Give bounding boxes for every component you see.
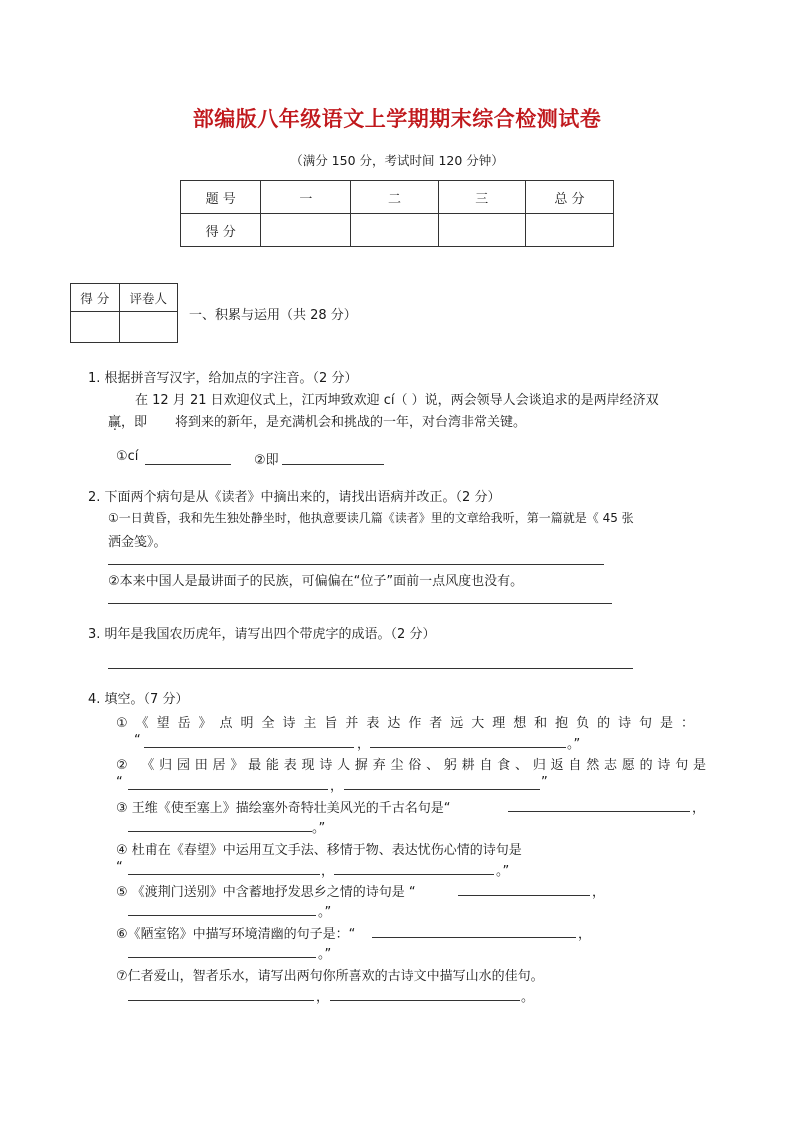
q4-item-1-end: 。” bbox=[567, 737, 581, 752]
q3-stem: 3. 明年是我国农历虎年，请写出四个带虎字的成语。（2 分） bbox=[88, 627, 436, 642]
score-cell-3[interactable] bbox=[438, 214, 525, 247]
page-subtitle: （满分 150 分，考试时间 120 分钟） bbox=[290, 153, 504, 168]
score-table-header-2: 二 bbox=[351, 181, 438, 214]
q4-item-2-blank-2[interactable] bbox=[344, 789, 540, 790]
q4-item-5-blank-1[interactable] bbox=[458, 895, 590, 896]
q3-answer-blank[interactable] bbox=[108, 668, 633, 669]
q4-item-4-blank-2[interactable] bbox=[334, 874, 494, 875]
q4-item-6-blank-1[interactable] bbox=[372, 937, 576, 938]
q4-item-1-quote-open: “ bbox=[134, 733, 141, 748]
score-cell-total[interactable] bbox=[525, 214, 613, 247]
q4-item-4: ④ 杜甫在《春望》中运用互文手法、移情于物、表达忧伤心情的诗句是 bbox=[116, 843, 522, 858]
q4-item-1-blank-2[interactable] bbox=[370, 747, 566, 748]
q4-item-1-blank-1[interactable] bbox=[144, 747, 354, 748]
page-title: 部编版八年级语文上学期期末综合检测试卷 bbox=[192, 106, 602, 131]
q4-item-6-comma: ， bbox=[578, 927, 592, 942]
q4-item-2: ② 《归园田居》最能表现诗人摒弃尘俗、躬耕自食、归返自然志愿的诗句是 bbox=[116, 758, 706, 773]
q4-item-2-blank-1[interactable] bbox=[128, 789, 328, 790]
q2-sentence-2: ②本来中国人是最讲面子的民族，可偏偏在“位子”面前一点风度也没有。 bbox=[108, 574, 524, 589]
score-table bbox=[180, 180, 614, 247]
q4-item-1-comma: ， bbox=[357, 737, 371, 752]
q1-line2 bbox=[108, 411, 526, 430]
q4-item-2-comma: ， bbox=[330, 779, 344, 794]
q1-line2-b: 将到来的新年，是充满机会和挑战的一年，对台湾非常关键。 bbox=[175, 415, 527, 430]
score-cell-1[interactable] bbox=[261, 214, 351, 247]
q4-item-3-blank-1[interactable] bbox=[508, 811, 690, 812]
q4-item-4-comma: ， bbox=[321, 864, 335, 879]
q4-item-7: ⑦仁者爱山，智者乐水，请写出两句你所喜欢的古诗文中描写山水的佳句。 bbox=[116, 969, 544, 984]
q1-stem: 1. 根据拼音写汉字，给加点的字注音。（2 分） bbox=[88, 371, 358, 386]
q4-item-2-end: ” bbox=[541, 775, 548, 790]
score-table-header-3: 三 bbox=[438, 181, 525, 214]
q4-item-6: ⑥《陋室铭》中描写环境清幽的句子是：“ bbox=[116, 927, 356, 942]
q2-sentence-1-line2: 洒金笺》。 bbox=[108, 535, 167, 550]
q4-item-7-comma: ， bbox=[316, 990, 330, 1005]
section-1-heading: 一、积累与运用（共 28 分） bbox=[189, 308, 357, 323]
score-table-header-total: 总 分 bbox=[525, 181, 613, 214]
q4-item-3-comma: ， bbox=[692, 801, 706, 816]
score-cell-2[interactable] bbox=[351, 214, 438, 247]
q4-item-5-end: 。” bbox=[318, 905, 332, 920]
score-table-header-label: 题 号 bbox=[181, 181, 261, 214]
grader-name-cell[interactable] bbox=[119, 312, 177, 343]
score-table-row-label: 得 分 bbox=[181, 214, 261, 247]
q4-item-2-quote-open: “ bbox=[116, 775, 123, 790]
q4-item-1: ①《望岳》点明全诗主旨并表达作者远大理想和抱负的诗句是： bbox=[116, 716, 694, 731]
q4-item-7-blank-1[interactable] bbox=[128, 1000, 314, 1001]
q4-item-7-blank-2[interactable] bbox=[330, 1000, 520, 1001]
q2-answer-1-blank[interactable] bbox=[108, 564, 604, 565]
grader-name-label: 评卷人 bbox=[119, 284, 177, 312]
q1-answer-2-blank[interactable] bbox=[282, 464, 384, 465]
q4-item-3: ③ 王维《使至塞上》描绘塞外奇特壮美风光的千古名句是“ bbox=[116, 801, 451, 816]
grader-score-label: 得 分 bbox=[71, 284, 120, 312]
q4-item-6-end: 。” bbox=[318, 947, 332, 962]
grader-table bbox=[70, 283, 178, 343]
q1-answer-1-label: ①cí bbox=[116, 449, 139, 464]
q4-item-5: ⑤ 《渡荆门送别》中含蓄地抒发思乡之情的诗句是 “ bbox=[116, 885, 416, 900]
q4-item-5-blank-2[interactable] bbox=[128, 915, 316, 916]
q4-item-6-blank-2[interactable] bbox=[128, 957, 316, 958]
q1-answer-2-label: ②即 bbox=[254, 453, 279, 468]
score-table-header-1: 一 bbox=[261, 181, 351, 214]
q4-item-7-end: 。 bbox=[521, 990, 535, 1005]
q2-stem: 2. 下面两个病句是从《读者》中摘出来的，请找出语病并改正。（2 分） bbox=[88, 490, 501, 505]
q2-answer-2-blank[interactable] bbox=[108, 603, 612, 604]
q1-line1: 在 12 月 21 日欢迎仪式上，江丙坤致欢迎 cí（ ）说，两会领导人会谈追求的是两岸经济双 bbox=[135, 393, 659, 408]
q4-item-4-blank-1[interactable] bbox=[128, 874, 320, 875]
q4-item-5-comma: ， bbox=[592, 885, 606, 900]
grader-score-cell[interactable] bbox=[71, 312, 120, 343]
q4-stem: 4. 填空。（7 分） bbox=[88, 692, 189, 707]
q4-item-4-end: 。” bbox=[496, 864, 510, 879]
q4-item-3-blank-2[interactable] bbox=[128, 831, 312, 832]
q1-answer-1-blank[interactable] bbox=[145, 464, 231, 465]
q1-line2-a: 赢，即 . bbox=[108, 411, 147, 430]
q4-item-3-end: 。” bbox=[312, 821, 326, 836]
q4-item-4-quote-open: “ bbox=[116, 860, 123, 875]
q2-sentence-1-line1: ①一日黄昏，我和先生独处静坐时，他执意要读几篇《读者》里的文章给我听，第一篇就是《 45 张 bbox=[108, 511, 634, 525]
